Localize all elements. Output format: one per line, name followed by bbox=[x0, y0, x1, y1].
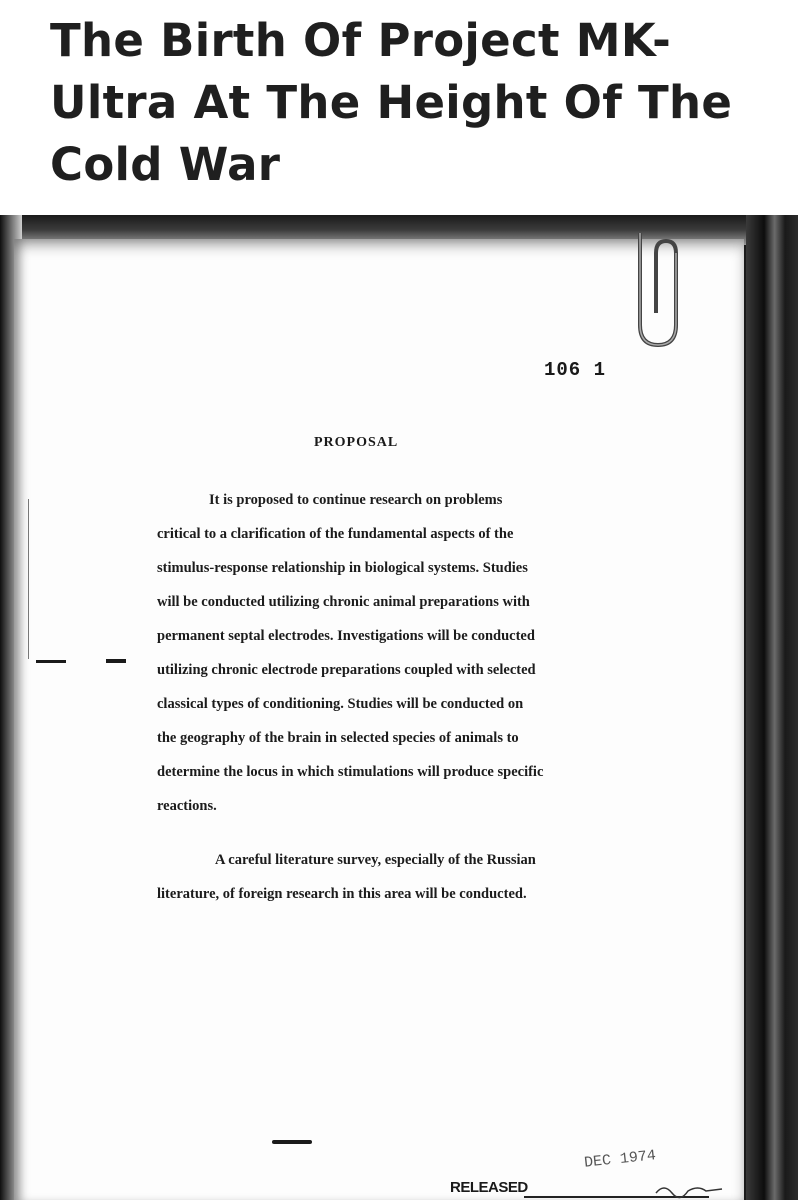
document-page-number: 106 1 bbox=[544, 359, 607, 381]
paragraph-line: classical types of conditioning. Studies will be conducted on bbox=[157, 696, 524, 712]
release-date-stamp: DEC 1974 bbox=[583, 1147, 657, 1172]
paragraph-line: It is proposed to continue research on problems bbox=[209, 492, 503, 508]
paragraph-line: stimulus-response relationship in biological systems. Studies bbox=[157, 560, 528, 576]
scan-right-edge bbox=[746, 215, 798, 1200]
paragraph-line: reactions. bbox=[157, 798, 217, 814]
paragraph-line: will be conducted utilizing chronic animal preparations with bbox=[157, 594, 530, 610]
ink-smudge-mark bbox=[272, 1140, 312, 1144]
margin-dash-mark bbox=[36, 660, 66, 663]
paragraph-line: determine the locus in which stimulations will produce specific bbox=[157, 764, 544, 780]
margin-arrow-mark bbox=[106, 659, 126, 663]
paragraph-line: critical to a clarification of the fundamental aspects of the bbox=[157, 526, 514, 542]
article-headline: The Birth Of Project MK-Ultra At The Height Of The Cold War bbox=[50, 14, 733, 191]
paragraph-line: A careful literature survey, especially of the Russian bbox=[215, 852, 536, 868]
document-paper bbox=[14, 239, 744, 1200]
document-scan-image bbox=[0, 215, 798, 1200]
paragraph-line: literature, of foreign research in this area will be conducted. bbox=[157, 886, 527, 902]
margin-line-mark bbox=[28, 499, 29, 659]
paragraph-line: utilizing chronic electrode preparations coupled with selected bbox=[157, 662, 536, 678]
proposal-paragraph-2 bbox=[157, 843, 536, 911]
released-label: RELEASED bbox=[450, 1179, 528, 1196]
document-title: PROPOSAL bbox=[314, 435, 399, 450]
proposal-paragraph-1 bbox=[157, 483, 543, 823]
paragraph-line: permanent septal electrodes. Investigations will be conducted bbox=[157, 628, 535, 644]
paragraph-line: the geography of the brain in selected species of animals to bbox=[157, 730, 519, 746]
signature-scribble bbox=[654, 1179, 724, 1200]
paperclip-icon bbox=[610, 233, 690, 359]
